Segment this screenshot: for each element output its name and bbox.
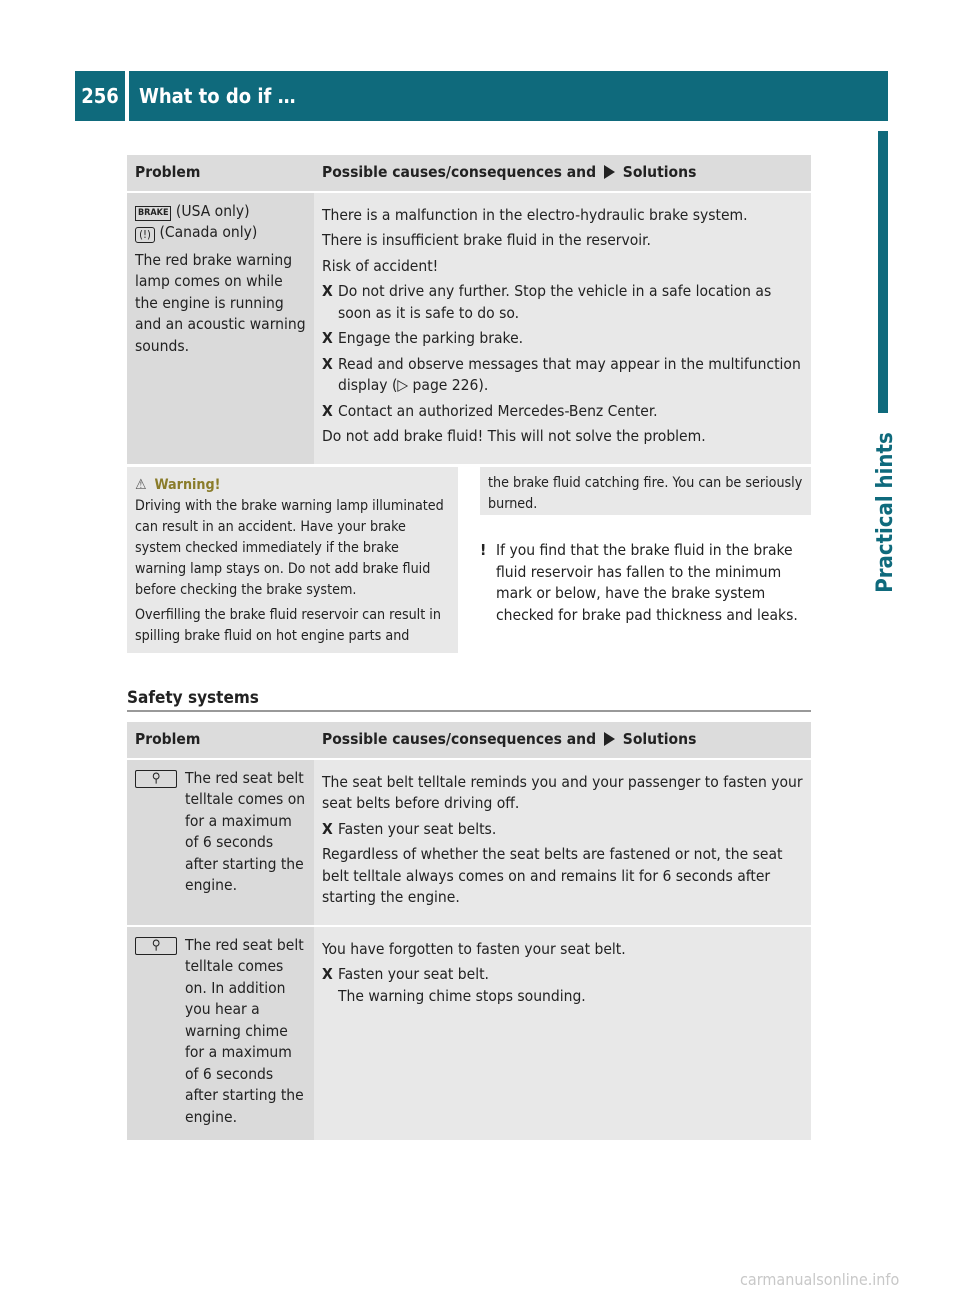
explanation-text: Regardless of whether the seat belts are fastened or not, the seat belt telltale always comes on and remains lit for 6 seconds after starting the engine.	[322, 845, 783, 906]
cause-text: There is insufficient brake fluid in the reservoir.	[322, 231, 651, 249]
step-text: Fasten your seat belts.	[338, 819, 497, 838]
side-tab	[855, 422, 915, 602]
col-problem: Problem	[127, 722, 314, 759]
warning-triangle-icon: ⚠	[135, 477, 147, 493]
cause-text: The seat belt telltale reminds you and your passenger to fasten your seat belts before driving off.	[322, 772, 803, 812]
safety-problem-table	[127, 722, 811, 1140]
solution-cell	[314, 192, 811, 464]
warning-continuation: the brake fluid catching fire. You can be seriously burned.	[480, 467, 811, 515]
step-marker-icon: X	[322, 282, 333, 300]
canada-only-label: (Canada only)	[159, 223, 258, 241]
brake-circle-warning-icon: (!)	[135, 227, 155, 243]
step-text: Read and observe messages that may appear in the multifunction display (▷ page 226).	[338, 354, 801, 394]
step-marker-icon: X	[322, 819, 333, 838]
step-result-text: The warning chime stops sounding.	[338, 986, 586, 1005]
warning-paragraph: Driving with the brake warning lamp illuminated can result in an accident. Have your brake system checked immediately if the brake warning lamp stays on. Do not add brake fluid before checking the brake system.	[135, 498, 444, 598]
problem-cell	[127, 759, 314, 926]
step-text: Contact an authorized Mercedes-Benz Center.	[338, 401, 658, 420]
note	[480, 540, 815, 626]
solution-step	[322, 401, 803, 423]
col-solutions	[314, 155, 811, 192]
page-title: What to do if …	[129, 71, 888, 121]
step-text: Fasten your seat belt.	[338, 965, 489, 983]
step-text: Do not drive any further. Stop the vehicle in a safe location as soon as it is safe to do so.	[338, 282, 772, 322]
solution-cell	[314, 759, 811, 926]
solution-step	[322, 354, 803, 397]
problem-text: The red seat belt telltale comes on for a maximum of 6 seconds after starting the engine.	[185, 768, 306, 894]
solution-step	[322, 819, 803, 841]
solution-step	[322, 964, 803, 1007]
cause-text: There is a malfunction in the electro-hydraulic brake system.	[322, 205, 748, 224]
brake-warning-icon: BRAKE	[135, 206, 171, 221]
step-text: Engage the parking brake.	[338, 329, 524, 347]
watermark: carmanualsonline.info	[740, 1270, 900, 1289]
problem-cell	[127, 926, 314, 1141]
solution-step	[322, 281, 803, 324]
col-problem: Problem	[127, 155, 314, 192]
step-marker-icon: X	[322, 401, 333, 420]
cause-text: You have forgotten to fasten your seat belt.	[322, 939, 626, 958]
final-note: Do not add brake fluid! This will not solve the problem.	[322, 427, 706, 445]
seat-belt-icon: ⚲	[135, 937, 177, 955]
col-solutions-label: Possible causes/consequences and	[322, 730, 597, 748]
col-solutions-suffix: Solutions	[622, 730, 697, 748]
problem-text: The red seat belt telltale comes on. In addition you hear a warning chime for a maximum of 6 seconds after starting the engine.	[185, 935, 304, 1126]
solution-cell	[314, 926, 811, 1141]
side-tab-label: Practical hints	[872, 431, 898, 593]
warning-title: Warning!	[154, 477, 221, 493]
warning-heading	[135, 475, 450, 496]
side-tab-marker	[878, 131, 888, 413]
solution-step	[322, 328, 803, 350]
arrow-icon	[604, 165, 615, 179]
col-solutions-suffix: Solutions	[622, 163, 697, 181]
section-heading: Safety systems	[127, 688, 811, 712]
step-marker-icon: X	[322, 354, 333, 373]
seat-belt-icon: ⚲	[135, 770, 177, 788]
problem-text: The red brake warning lamp comes on while the engine is running and an acoustic warning sounds.	[135, 250, 306, 355]
exclamation-icon: !	[480, 541, 487, 559]
problem-cell	[127, 192, 314, 464]
warning-paragraph: Overfilling the brake fluid reservoir can result in spilling brake fluid on hot engine parts and	[135, 607, 441, 644]
note-text: If you find that the brake fluid in the brake fluid reservoir has fallen to the minimum mark or below, have the brake system checked for brake pad thickness and leaks.	[496, 541, 798, 624]
col-solutions	[314, 722, 811, 759]
brake-problem-table	[127, 155, 811, 464]
arrow-icon	[604, 732, 615, 746]
page-number: 256	[75, 71, 125, 121]
warning-box	[127, 467, 458, 653]
col-solutions-label: Possible causes/consequences and	[322, 163, 597, 181]
usa-only-label: (USA only)	[175, 201, 250, 220]
risk-text: Risk of accident!	[322, 256, 439, 275]
step-marker-icon: X	[322, 965, 333, 983]
step-marker-icon: X	[322, 329, 333, 347]
